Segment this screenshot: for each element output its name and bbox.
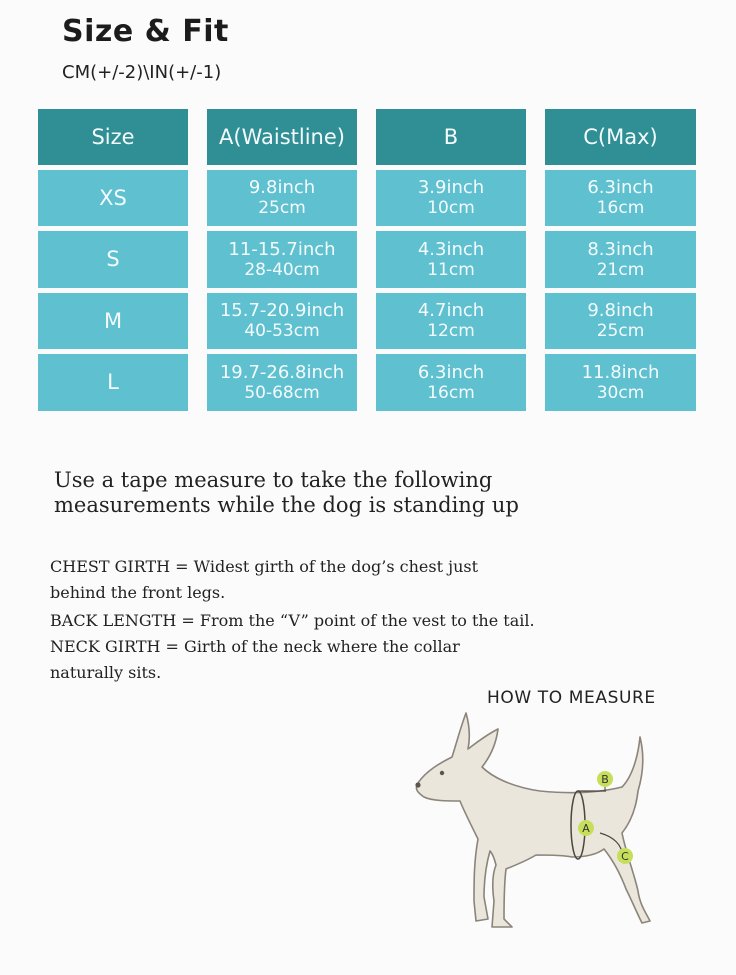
dog-measurement-diagram bbox=[400, 705, 680, 945]
marker-a-label: A bbox=[582, 822, 590, 835]
value-cm: 25cm bbox=[258, 198, 306, 218]
value-cm: 40-53cm bbox=[244, 321, 320, 341]
value-cm: 16cm bbox=[427, 382, 475, 403]
value-cm: 16cm bbox=[596, 198, 645, 218]
value-inch: 9.8inch bbox=[248, 177, 316, 198]
row-m-a bbox=[207, 293, 357, 349]
row-m-size bbox=[38, 293, 188, 349]
row-l-b bbox=[376, 354, 526, 411]
value-cm: 50-68cm bbox=[244, 382, 320, 403]
value-inch: 8.3inch bbox=[587, 238, 654, 260]
row-l-a bbox=[207, 354, 357, 411]
row-xs-b bbox=[376, 170, 526, 226]
size-label: XS bbox=[99, 185, 127, 210]
value-inch: 4.7inch bbox=[417, 300, 485, 321]
header-waistline-label: A(Waistline) bbox=[219, 124, 345, 149]
header-b-label: B bbox=[443, 124, 459, 149]
page-title: Size & Fit bbox=[62, 14, 229, 49]
header-waistline bbox=[207, 109, 357, 165]
row-s-a bbox=[207, 231, 357, 288]
row-xs-size bbox=[38, 170, 188, 226]
value-cm: 11cm bbox=[427, 259, 475, 280]
measuring-intro: Use a tape measure to take the following measurements while the dog is standing up bbox=[54, 468, 519, 517]
value-inch: 6.3inch bbox=[417, 361, 485, 383]
value-cm: 10cm bbox=[427, 198, 475, 218]
value-cm: 21cm bbox=[596, 259, 645, 280]
row-l-size bbox=[38, 354, 188, 411]
marker-c-label: C bbox=[621, 850, 629, 863]
row-s-size bbox=[38, 231, 188, 288]
header-c-max bbox=[545, 109, 696, 165]
value-cm: 30cm bbox=[596, 382, 645, 403]
value-inch: 15.7-20.9inch bbox=[219, 300, 345, 321]
unit-tolerance: CM(+/-2)\IN(+/-1) bbox=[62, 62, 222, 83]
value-inch: 19.7-26.8inch bbox=[219, 361, 345, 383]
row-s-c bbox=[545, 231, 696, 288]
back-length-definition: BACK LENGTH = From the “V” point of the vest to the tail. bbox=[50, 611, 535, 630]
value-inch: 6.3inch bbox=[587, 177, 654, 198]
size-label: S bbox=[106, 247, 120, 271]
row-s-b bbox=[376, 231, 526, 288]
neck-girth-definition: NECK GIRTH = Girth of the neck where the collar naturally sits. bbox=[50, 637, 460, 682]
row-xs-c bbox=[545, 170, 696, 226]
header-size-label: Size bbox=[91, 124, 135, 149]
how-to-measure-heading: HOW TO MEASURE bbox=[487, 688, 656, 708]
value-inch: 4.3inch bbox=[417, 238, 485, 260]
size-label: L bbox=[107, 370, 119, 394]
size-table bbox=[38, 109, 696, 411]
header-c-max-label: C(Max) bbox=[583, 124, 658, 149]
dog-silhouette bbox=[416, 713, 650, 927]
value-inch: 3.9inch bbox=[417, 177, 485, 198]
value-inch: 11.8inch bbox=[581, 361, 660, 383]
row-m-b bbox=[376, 293, 526, 349]
header-b bbox=[376, 109, 526, 165]
measurement-definitions bbox=[50, 554, 610, 686]
chest-girth-definition: CHEST GIRTH = Widest girth of the dog’s chest just behind the front legs. bbox=[50, 557, 479, 602]
header-size bbox=[38, 109, 188, 165]
dog-eye bbox=[440, 771, 444, 775]
row-xs-a bbox=[207, 170, 357, 226]
value-inch: 9.8inch bbox=[587, 300, 654, 321]
size-label: M bbox=[103, 308, 123, 333]
value-cm: 25cm bbox=[596, 321, 645, 341]
row-m-c bbox=[545, 293, 696, 349]
value-inch: 11-15.7inch bbox=[228, 238, 336, 260]
row-l-c bbox=[545, 354, 696, 411]
value-cm: 28-40cm bbox=[244, 259, 320, 280]
value-cm: 12cm bbox=[427, 321, 475, 341]
marker-b-label: B bbox=[601, 773, 609, 786]
dog-nose bbox=[415, 782, 420, 787]
